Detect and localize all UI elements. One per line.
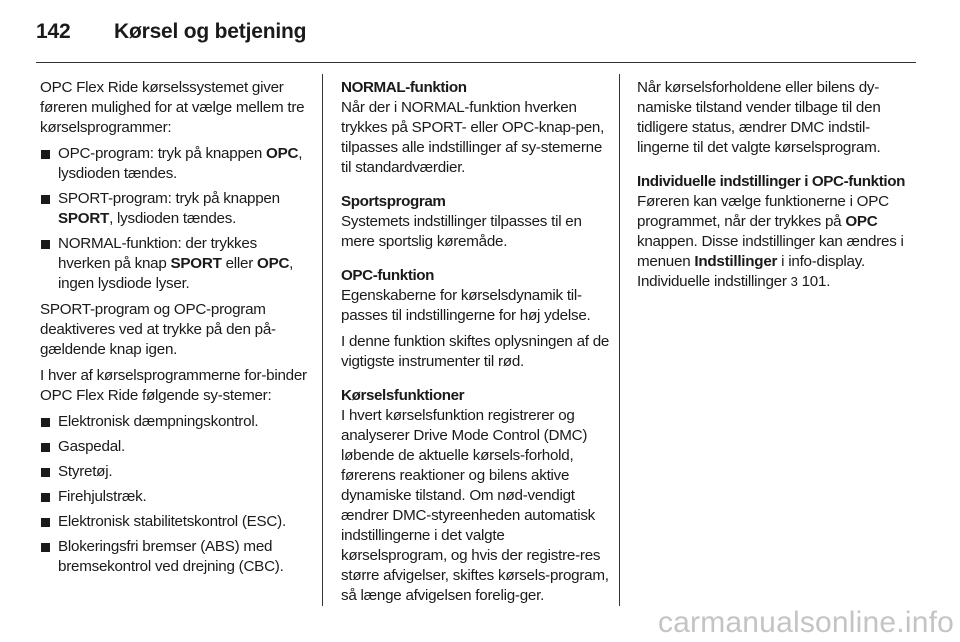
page-reference-icon: 3	[790, 274, 798, 289]
list-item: OPC-program: tryk på knappen OPC, lysdioden tændes.	[40, 144, 310, 184]
drive-heading: Kørselsfunktioner	[341, 387, 465, 404]
individual-heading: Individuelle indstillinger i OPC-funktion	[637, 173, 905, 190]
normal-paragraph: Når der i NORMAL-funktion hverken trykkes på SPORT- eller OPC-knap-pen, tilpasses alle indstillinger af sy-stemerne til standardværdier.	[341, 99, 605, 176]
list-item: Elektronisk dæmpningskontrol.	[40, 412, 310, 432]
systems-list	[40, 412, 310, 577]
column-2	[341, 78, 611, 612]
column-divider	[322, 74, 323, 606]
program-list	[40, 144, 310, 294]
systems-intro: I hver af kørselsprogrammerne for-binder OPC Flex Ride følgende sy-stemer:	[40, 367, 307, 404]
page-reference: 101.	[797, 273, 831, 290]
column-divider	[619, 74, 620, 606]
intro-paragraph: OPC Flex Ride kørselssystemet giver føreren mulighed for at vælge mellem tre kørselsprogrammer:	[40, 79, 305, 136]
list-item: Blokeringsfri bremser (ABS) med bremsekontrol ved drejning (CBC).	[40, 537, 310, 577]
sport-heading: Sportsprogram	[341, 193, 446, 210]
normal-heading: NORMAL-funktion	[341, 79, 467, 96]
opc-heading: OPC-funktion	[341, 267, 435, 284]
header-rule	[36, 62, 916, 63]
list-item: Elektronisk stabilitetskontrol (ESC).	[40, 512, 310, 532]
list-item: NORMAL-funktion: der trykkes hverken på knap SPORT eller OPC, ingen lysdiode lyser.	[40, 234, 310, 294]
page-title: Kørsel og betjening	[114, 20, 307, 43]
restore-paragraph: Når kørselsforholdene eller bilens dy-namiske tilstand vender tilbage til den tidligere status, ændrer DMC indstil-lingerne til det valgte kørselsprogram.	[637, 79, 881, 156]
individual-paragraph: Føreren kan vælge funktionerne i OPC programmet, når der trykkes på OPC knappen. Disse indstillinger kan ændres i menuen Indstillinger i info-display. Individuelle indstillinger 3 101.	[637, 193, 904, 290]
list-item: Gaspedal.	[40, 437, 310, 457]
page-header	[36, 14, 916, 50]
drive-paragraph: I hvert kørselsfunktion registrerer og analyserer Drive Mode Control (DMC) løbende de aktuelle kørsels-forhold, førerens reaktioner og bilens aktive dynamiske tilstand. Om nød-vendigt ændrer DMC-styreenheden automatisk indstillingerne i det valgte kørselsprogram, og hvis der registre-res større afvigelser, skiftes kørsels-program, så længe afvigelsen forelig-ger.	[341, 407, 609, 604]
list-item: Styretøj.	[40, 462, 310, 482]
watermark: carmanualsonline.info	[657, 606, 954, 639]
page-number: 142	[36, 20, 71, 43]
list-item: SPORT-program: tryk på knappen SPORT, lysdioden tændes.	[40, 189, 310, 229]
opc-paragraph-2: I denne funktion skiftes oplysningen af de vigtigste instrumenter til rød.	[341, 333, 610, 370]
opc-paragraph: Egenskaberne for kørselsdynamik til-passes til indstillingerne for høj ydelse.	[341, 287, 591, 324]
sport-paragraph: Systemets indstillinger tilpasses til en mere sportslig køremåde.	[341, 213, 582, 250]
column-3	[637, 78, 907, 298]
deactivate-paragraph: SPORT-program og OPC-program deaktiveres ved at trykke på den på-gældende knap igen.	[40, 301, 276, 358]
list-item: Firehjulstræk.	[40, 487, 310, 507]
column-1	[40, 78, 310, 583]
